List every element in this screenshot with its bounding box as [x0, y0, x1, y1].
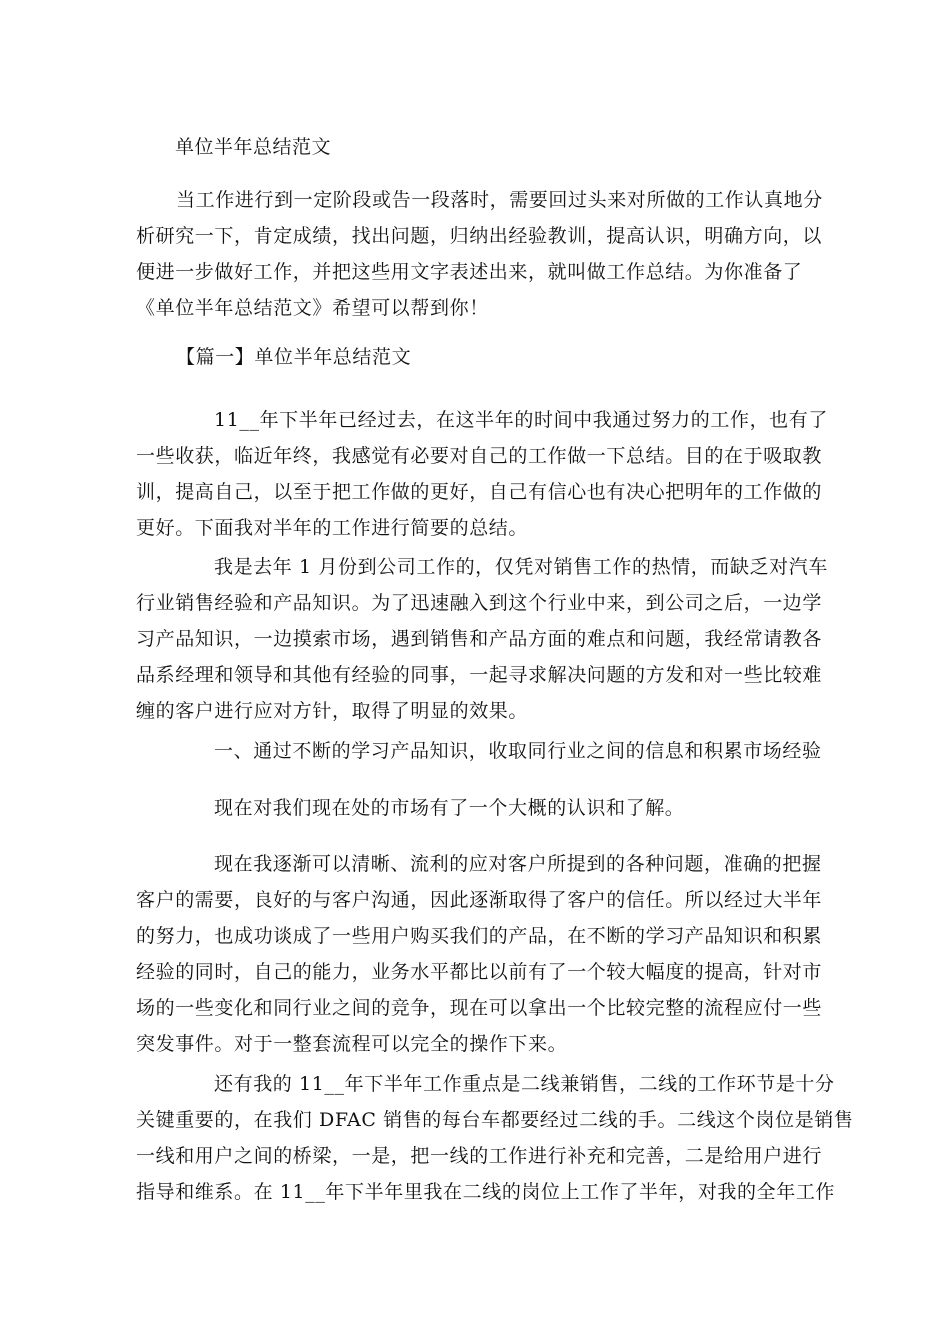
paragraph-line: 训，提高自己，以至于把工作做的更好，自己有信心也有决心把明年的工作做的: [136, 481, 823, 503]
paragraph-line: 现在我逐渐可以清晰、流利的应对客户所提到的各种问题，准确的把握: [214, 853, 822, 875]
paragraph-line: 一线和用户之间的桥梁，一是，把一线的工作进行补充和完善，二是给用户进行: [136, 1145, 823, 1167]
paragraph-line: 11__年下半年已经过去，在这半年的时间中我通过努力的工作，也有了: [214, 409, 828, 431]
section-heading-block: [136, 339, 816, 375]
section-heading: 【篇一】单位半年总结范文: [176, 346, 412, 368]
paragraph-1: [136, 402, 828, 546]
paragraph-4: [136, 790, 816, 826]
paragraph-line: 当工作进行到一定阶段或告一段落时，需要回过头来对所做的工作认真地分: [176, 189, 823, 211]
document-title: 单位半年总结范文: [175, 136, 332, 158]
paragraph-3: [136, 733, 822, 769]
paragraph-6: [136, 1066, 854, 1210]
paragraph-5: [136, 846, 823, 1062]
paragraph-2: [136, 549, 828, 729]
paragraph-line: 品系经理和领导和其他有经验的同事，一起寻求解决问题的方发和对一些比较难: [136, 664, 823, 686]
paragraph-line: 客户的需要，良好的与客户沟通，因此逐渐取得了客户的信任。所以经过大半年: [136, 889, 823, 911]
paragraph-line: 一些收获，临近年终，我感觉有必要对自己的工作做一下总结。目的在于吸取教: [136, 445, 823, 467]
paragraph-line: 一、通过不断的学习产品知识，收取同行业之间的信息和积累市场经验: [214, 740, 822, 762]
paragraph-line: 缠的客户进行应对方针，取得了明显的效果。: [136, 700, 529, 722]
paragraph-line: 习产品知识，一边摸索市场，遇到销售和产品方面的难点和问题，我经常请教各: [136, 628, 823, 650]
paragraph-line: 我是去年 1 月份到公司工作的，仅凭对销售工作的热情，而缺乏对汽车: [214, 556, 828, 578]
paragraph-line: 还有我的 11__年下半年工作重点是二线兼销售，二线的工作环节是十分: [214, 1073, 835, 1095]
paragraph-line: 突发事件。对于一整套流程可以完全的操作下来。: [136, 1033, 568, 1055]
paragraph-line: 便进一步做好工作，并把这些用文字表述出来，就叫做工作总结。为你准备了: [136, 261, 803, 283]
paragraph-line: 现在对我们现在处的市场有了一个大概的认识和了解。: [214, 797, 685, 819]
paragraph-line: 指导和维系。在 11__年下半年里我在二线的岗位上工作了半年，对我的全年工作: [136, 1181, 836, 1203]
paragraph-line: 《单位半年总结范文》希望可以帮到你！: [136, 297, 489, 319]
paragraph-line: 的努力，也成功谈成了一些用户购买我们的产品，在不断的学习产品知识和积累: [136, 925, 823, 947]
paragraph-line: 场的一些变化和同行业之间的竞争，现在可以拿出一个比较完整的流程应付一些: [136, 997, 823, 1019]
paragraph-line: 经验的同时，自己的能力，业务水平都比以前有了一个较大幅度的提高，针对市: [136, 961, 823, 983]
paragraph-line: 更好。下面我对半年的工作进行简要的总结。: [136, 517, 529, 539]
intro-paragraph: [136, 182, 823, 326]
paragraph-line: 关键重要的，在我们 DFAC 销售的每台车都要经过二线的手。二线这个岗位是销售: [136, 1109, 854, 1131]
paragraph-line: 析研究一下，肯定成绩，找出问题，归纳出经验教训，提高认识，明确方向，以: [136, 225, 823, 247]
paragraph-line: 行业销售经验和产品知识。为了迅速融入到这个行业中来，到公司之后，一边学: [136, 592, 823, 614]
